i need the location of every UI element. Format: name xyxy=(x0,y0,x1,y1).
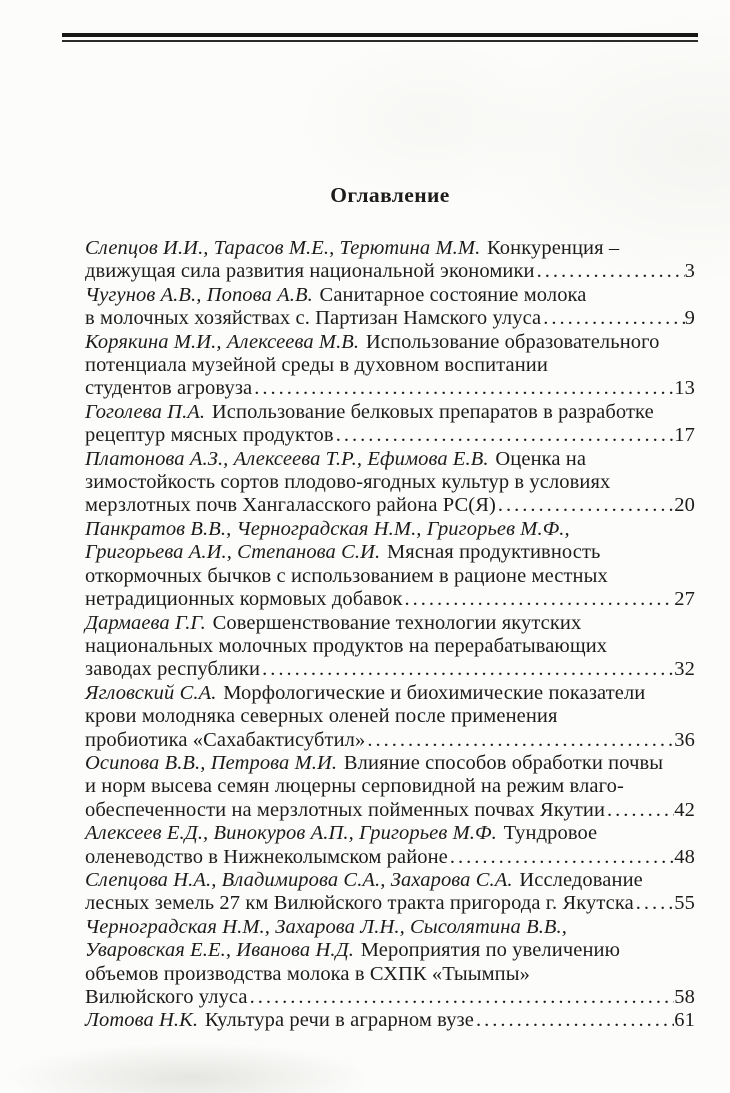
toc-entry xyxy=(85,448,695,518)
dot-leader xyxy=(365,729,674,752)
entry-page-number: 42 xyxy=(674,798,695,821)
toc-entry xyxy=(85,752,695,822)
dot-leader xyxy=(260,658,674,681)
toc-line xyxy=(85,565,695,588)
entry-title-text: Мясная продуктивность xyxy=(386,541,601,564)
entry-page-number: 48 xyxy=(674,845,695,868)
toc-line xyxy=(85,705,695,728)
toc-line xyxy=(85,892,695,915)
toc-line xyxy=(85,471,695,494)
entry-title-text: мерзлотных почв Хангаласского района РС(Я) xyxy=(85,494,496,517)
entry-page-number: 61 xyxy=(674,1009,695,1032)
double-rule xyxy=(62,33,698,42)
dot-leader xyxy=(541,307,684,330)
entry-authors: Григорьева А.И., Степанова С.И. xyxy=(85,541,381,564)
toc-line xyxy=(85,612,695,635)
entry-page-number: 9 xyxy=(684,307,695,330)
toc-entry xyxy=(85,518,695,612)
toc-line xyxy=(85,729,695,752)
entry-title-text: заводах республики xyxy=(85,658,261,681)
toc-line xyxy=(85,846,695,869)
entry-title-text: Оценка на xyxy=(495,447,587,470)
toc-line xyxy=(85,424,695,447)
table-of-contents xyxy=(85,237,695,1033)
entry-title-text: откормочных бычков с использованием в рационе местных xyxy=(85,564,608,587)
toc-entry xyxy=(85,916,695,1010)
dot-leader xyxy=(634,892,675,915)
entry-title-text: Культура речи в аграрном вузе xyxy=(204,1009,474,1032)
entry-title-text: обеспеченности на мерзлотных пойменных почвах Якутии xyxy=(85,798,606,821)
dot-leader xyxy=(605,799,674,822)
toc-line xyxy=(85,284,695,307)
entry-authors: Корякина М.И., Алексеева М.В. xyxy=(85,330,360,353)
dot-leader xyxy=(474,1009,674,1032)
toc-line xyxy=(85,401,695,424)
toc-line xyxy=(85,939,695,962)
toc-line xyxy=(85,822,695,845)
entry-page-number: 13 xyxy=(674,377,695,400)
entry-authors: Уваровская Е.Е., Иванова Н.Д. xyxy=(85,939,354,962)
entry-title-text: Санитарное состояние молока xyxy=(319,283,587,306)
entry-title-text: Использование белковых препаратов в разработке xyxy=(211,400,654,423)
dot-leader xyxy=(403,588,675,611)
toc-line xyxy=(85,494,695,517)
entry-title-text: Совершенствование технологии якутских xyxy=(212,611,582,634)
entry-title-text: Морфологические и биохимические показатели xyxy=(223,681,646,704)
entry-page-number: 58 xyxy=(674,986,695,1008)
toc-line xyxy=(85,916,695,939)
toc-line xyxy=(85,331,695,354)
entry-authors: Чугунов А.В., Попова А.В. xyxy=(85,283,313,306)
entry-authors: Дармаева Г.Г. xyxy=(85,611,206,634)
entry-title-text: рецептур мясных продуктов xyxy=(85,424,334,447)
toc-line xyxy=(85,588,695,611)
entry-authors: Черноградская Н.М., Захарова Л.Н., Сысолятина В.В., xyxy=(85,915,567,938)
entry-page-number: 32 xyxy=(674,658,695,681)
toc-line xyxy=(85,448,695,471)
toc-entry xyxy=(85,612,695,682)
entry-page-number: 20 xyxy=(674,494,695,517)
entry-page-number: 27 xyxy=(674,588,695,611)
dot-leader xyxy=(448,846,674,869)
entry-title-text: национальных молочных продуктов на перерабатывающих xyxy=(85,634,608,657)
entry-title-text: пробиотика «Сахабактисубтил» xyxy=(85,728,366,751)
toc-line xyxy=(85,869,695,892)
toc-line xyxy=(85,963,695,986)
entry-authors: Панкратов В.В., Черноградская Н.М., Григорьев М.Ф., xyxy=(85,517,570,540)
entry-authors: Платонова А.З., Алексеева Т.Р., Ефимова Е.В. xyxy=(85,447,489,470)
entry-authors: Лотова Н.К. xyxy=(85,1009,199,1032)
entry-title-text: студентов агровуза xyxy=(85,377,253,400)
toc-line xyxy=(85,752,695,775)
entry-title-text: Влияние способов обработки почвы xyxy=(343,751,664,774)
toc-line xyxy=(85,986,695,1009)
entry-title-text: зимостойкость сортов плодово-ягодных культур в условиях xyxy=(85,471,611,494)
entry-authors: Ягловский С.А. xyxy=(85,681,217,704)
entry-page-number: 3 xyxy=(684,260,695,283)
toc-line xyxy=(85,1009,695,1032)
toc-entry xyxy=(85,401,695,448)
toc-line xyxy=(85,799,695,822)
entry-page-number: 36 xyxy=(674,728,695,751)
dot-leader xyxy=(334,424,675,447)
toc-line xyxy=(85,307,695,330)
toc-entry xyxy=(85,682,695,752)
entry-title-text: нетрадиционных кормовых добавок xyxy=(85,588,403,611)
entry-title-text: Исследование xyxy=(519,868,643,891)
entry-title-text: потенциала музейной среды в духовном воспитании xyxy=(85,354,548,377)
toc-entry xyxy=(85,331,695,401)
page-title: Оглавление xyxy=(330,183,450,207)
entry-authors: Осипова В.В., Петрова М.И. xyxy=(85,751,338,774)
toc-line xyxy=(85,518,695,541)
toc-line xyxy=(85,260,695,283)
entry-authors: Гоголева П.А. xyxy=(85,400,206,423)
entry-authors: Алексеев Е.Д., Винокуров А.П., Григорьев М.Ф. xyxy=(85,822,497,845)
page-content xyxy=(85,183,695,1033)
entry-title-text: движущая сила развития национальной экономики xyxy=(85,260,535,283)
toc-line xyxy=(85,237,695,260)
toc-line xyxy=(85,354,695,377)
entry-title-text: Вилюйского улуса xyxy=(85,986,248,1008)
toc-line xyxy=(85,658,695,681)
toc-entry xyxy=(85,822,695,869)
entry-title-text: и норм высева семян люцерны серповидной на режим влаго- xyxy=(85,775,624,798)
entry-page-number: 17 xyxy=(674,424,695,447)
dot-leader xyxy=(535,260,685,283)
entry-title-text: в молочных хозяйствах с. Партизан Намского улуса xyxy=(85,307,542,330)
entry-page-number: 55 xyxy=(674,892,695,915)
toc-entry xyxy=(85,1009,695,1032)
toc-line xyxy=(85,541,695,564)
entry-title-text: лесных земель 27 км Вилюйского тракта пригорода г. Якутска xyxy=(85,892,634,915)
dot-leader xyxy=(248,986,675,1009)
toc-entry xyxy=(85,869,695,916)
entry-title-text: Мероприятия по увеличению xyxy=(360,939,620,962)
entry-title-text: Конкуренция – xyxy=(487,237,620,259)
toc-line xyxy=(85,775,695,798)
entry-authors: Слепцова Н.А., Владимирова С.А., Захарова С.А. xyxy=(85,868,513,891)
entry-title-text: Использование образовательного xyxy=(365,330,660,353)
entry-title-text: оленеводство в Нижнеколымском районе xyxy=(85,845,448,868)
entry-title-text: объемов производства молока в СХПК «Тыымпы» xyxy=(85,962,530,985)
toc-entry xyxy=(85,284,695,331)
toc-entry xyxy=(85,237,695,284)
toc-line xyxy=(85,635,695,658)
dot-leader xyxy=(252,377,674,400)
entry-authors: Слепцов И.И., Тарасов М.Е., Терютина М.М. xyxy=(85,237,481,259)
entry-title-text: Тундровое xyxy=(503,822,598,845)
entry-title-text: крови молодняка северных оленей после применения xyxy=(85,705,558,728)
toc-line xyxy=(85,682,695,705)
dot-leader xyxy=(496,494,674,517)
toc-line xyxy=(85,377,695,400)
